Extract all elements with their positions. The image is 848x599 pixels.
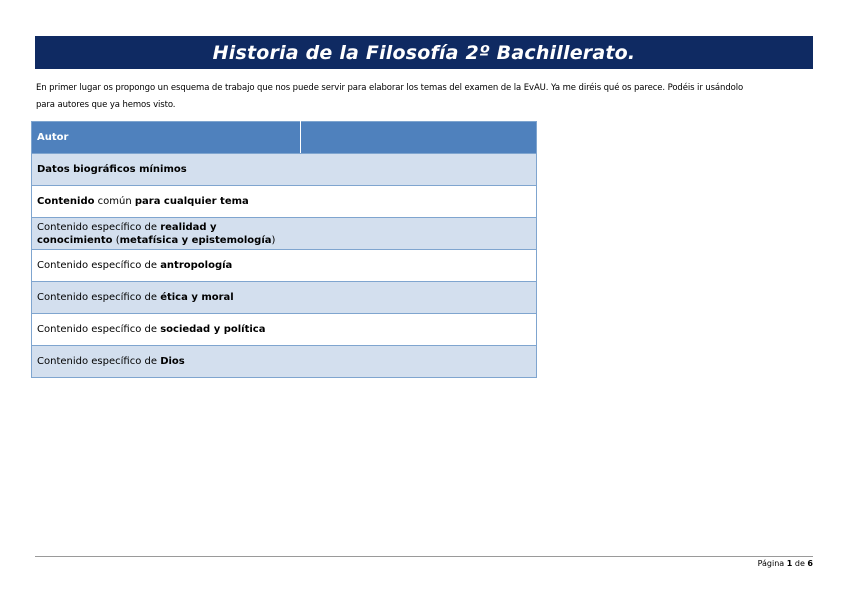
table-row (32, 186, 537, 218)
scheme-table (31, 121, 537, 378)
intro-line-2: para autores que ya hemos visto. (36, 100, 176, 110)
row-value (301, 250, 537, 282)
table-row (32, 314, 537, 346)
table-row (32, 282, 537, 314)
row-label-prefix: Contenido específico de (37, 356, 161, 367)
row-value (301, 282, 537, 314)
table-row (32, 250, 537, 282)
row-label-bold: metafísica y epistemología (119, 234, 272, 246)
header-cell-empty (301, 122, 537, 154)
row-label (32, 218, 301, 250)
row-label-bold: para cualquier tema (134, 196, 249, 207)
page-separator: de (792, 559, 808, 568)
row-label-bold: conocimiento (37, 234, 113, 246)
page-number (758, 559, 813, 568)
title-bar (35, 36, 813, 69)
row-value (301, 346, 537, 378)
row-label (32, 282, 301, 314)
header-cell-autor: Autor (32, 122, 301, 154)
row-label (32, 154, 301, 186)
table-row (32, 154, 537, 186)
footer-divider (35, 556, 813, 557)
row-label-suffix: ) (271, 234, 276, 246)
row-label-bold: Contenido (37, 196, 95, 207)
row-label-prefix: Contenido específico de (37, 260, 161, 271)
table-header-row (32, 122, 537, 154)
row-label-bold: ética y moral (160, 292, 234, 303)
row-label-normal: ( (112, 234, 120, 246)
row-label-bold: realidad y (160, 221, 217, 233)
table-row (32, 218, 537, 250)
table-row (32, 346, 537, 378)
row-label (32, 346, 301, 378)
page-label: Página (757, 559, 787, 568)
page-current: 1 (786, 559, 793, 568)
row-label-bold: Datos biográficos mínimos (37, 164, 187, 175)
row-label-bold: sociedad y política (160, 324, 266, 335)
row-label-bold: antropología (160, 260, 233, 271)
row-label-normal: común (94, 196, 135, 207)
row-label-prefix: Contenido específico de (37, 292, 161, 303)
document-title: Historia de la Filosofía 2º Bachillerato. (212, 41, 636, 64)
intro-paragraph (36, 80, 818, 114)
row-value (301, 186, 537, 218)
row-label (32, 186, 301, 218)
intro-line-1: En primer lugar os propongo un esquema de trabajo que nos puede servir para elaborar los temas del examen de la EvAU. Ya me diréis qué os parece. Podéis ir usándolo (36, 83, 744, 93)
row-label-prefix: Contenido específico de (37, 221, 161, 233)
page-total: 6 (807, 559, 813, 568)
row-label (32, 314, 301, 346)
row-value (301, 154, 537, 186)
row-value (301, 314, 537, 346)
row-label-bold: Dios (160, 356, 185, 367)
row-label (32, 250, 301, 282)
row-label-prefix: Contenido específico de (37, 324, 161, 335)
row-value (301, 218, 537, 250)
